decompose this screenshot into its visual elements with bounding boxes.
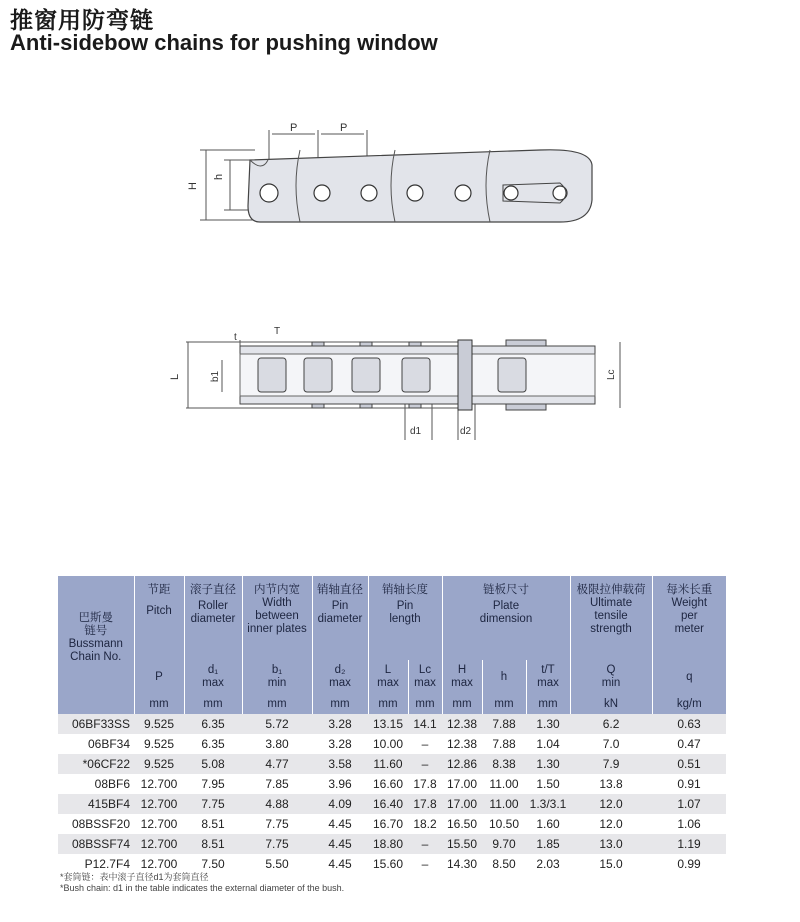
label-T: T [274,326,281,337]
table-cell: 12.700 [134,774,184,794]
table-cell: 7.75 [184,794,242,814]
table-cell: 1.85 [526,834,570,854]
cell-chain-no: 08BSSF20 [58,814,134,834]
th-pin-dia: 销轴直径 Pin diameter [312,576,368,660]
th-unit: mm [184,694,242,714]
table-cell: 13.0 [570,834,652,854]
table-cell: 8.51 [184,814,242,834]
table-cell: 1.19 [652,834,726,854]
table-cell: 9.525 [134,754,184,774]
th-symbol: L max [368,660,408,694]
page-title-en: Anti-sidebow chains for pushing window [10,30,438,55]
table-cell: 15.0 [570,854,652,874]
table-cell: 4.45 [312,834,368,854]
th-unit: mm [482,694,526,714]
label-b1: b1 [210,370,221,382]
spec-table [58,576,726,874]
table-row [58,814,726,834]
table-cell: – [408,754,442,774]
table-row [58,774,726,794]
table-cell: 2.03 [526,854,570,874]
table-cell: 1.30 [526,714,570,734]
table-cell: 3.28 [312,734,368,754]
table-cell: 9.70 [482,834,526,854]
table-cell: 5.50 [242,854,312,874]
page-title-cn: 推窗用防弯链 [10,7,154,33]
cell-chain-no: 08BF6 [58,774,134,794]
th-unit: mm [312,694,368,714]
table-cell: 0.51 [652,754,726,774]
label-d2: d2 [460,426,472,437]
table-cell: 7.75 [242,814,312,834]
table-cell: 7.88 [482,714,526,734]
cell-chain-no: 415BF4 [58,794,134,814]
table-cell: 1.07 [652,794,726,814]
th-symbol: h [482,660,526,694]
th-pin-len: 销轴长度 Pin length [368,576,442,660]
table-cell: 16.70 [368,814,408,834]
table-cell: 8.38 [482,754,526,774]
label-H: H [187,182,199,190]
cell-chain-no: P12.7F4 [58,854,134,874]
table-cell: 16.50 [442,814,482,834]
table-cell: 7.85 [242,774,312,794]
table-cell: 6.35 [184,714,242,734]
table-cell: – [408,854,442,874]
th-symbol: P [134,660,184,694]
th-symbol: t/T max [526,660,570,694]
table-cell: 7.9 [570,754,652,774]
table-cell: 15.60 [368,854,408,874]
th-weight: 每米长重 Weight per meter [652,576,726,660]
table-cell: 13.8 [570,774,652,794]
table-cell: 14.30 [442,854,482,874]
label-h: h [213,173,225,180]
th-pitch: 节距 Pitch [134,576,184,660]
table-cell: 1.50 [526,774,570,794]
table-cell: 3.96 [312,774,368,794]
table-cell: 4.88 [242,794,312,814]
table-cell: 3.80 [242,734,312,754]
table-row [58,834,726,854]
table-cell: 17.00 [442,794,482,814]
footnote-en: *Bush chain: d1 in the table indicates the external diameter of the bush. [60,883,345,893]
cell-chain-no: *06CF22 [58,754,134,774]
th-symbol: Lc max [408,660,442,694]
table-cell: 15.50 [442,834,482,854]
th-roller: 滚子直径 Roller diameter [184,576,242,660]
table-cell: 8.50 [482,854,526,874]
table-cell: 13.15 [368,714,408,734]
table-cell: 12.38 [442,734,482,754]
th-symbol: d₁ max [184,660,242,694]
table-cell: 11.00 [482,794,526,814]
th-unit: kg/m [652,694,726,714]
th-symbol: d₂ max [312,660,368,694]
table-cell: 12.700 [134,854,184,874]
footnote-cn: *套筒链：表中滚子直径d1为套筒直径 [60,872,209,882]
table-cell: 1.06 [652,814,726,834]
table-cell: 12.0 [570,794,652,814]
label-d1: d1 [410,426,422,437]
table-cell: 6.2 [570,714,652,734]
th-unit: mm [368,694,408,714]
table-cell: 0.91 [652,774,726,794]
table-cell: 12.700 [134,814,184,834]
table-cell: 1.3/3.1 [526,794,570,814]
table-cell: 12.38 [442,714,482,734]
cell-chain-no: 06BF34 [58,734,134,754]
table-row [58,754,726,774]
symbol-row [58,660,726,694]
table-cell: 12.700 [134,794,184,814]
spec-body [58,714,726,874]
label-t: t [234,332,237,343]
th-symbol: q [652,660,726,694]
th-width: 内节内宽 Width between inner plates [242,576,312,660]
table-cell: 7.95 [184,774,242,794]
table-cell: 4.45 [312,814,368,834]
th-symbol: H max [442,660,482,694]
table-cell: 14.1 [408,714,442,734]
th-unit: mm [134,694,184,714]
table-cell: – [408,734,442,754]
table-cell: 3.58 [312,754,368,774]
label-Lc: Lc [606,369,617,380]
table-cell: 17.8 [408,774,442,794]
table-cell: 4.77 [242,754,312,774]
table-cell: 18.80 [368,834,408,854]
th-chain-no: 巴斯曼 链号 Bussmann Chain No. [58,576,134,714]
table-cell: 11.00 [482,774,526,794]
unit-row [58,694,726,714]
table-row [58,714,726,734]
table-cell: 1.60 [526,814,570,834]
table-row [58,794,726,814]
table-cell: 17.8 [408,794,442,814]
table-cell: 10.50 [482,814,526,834]
label-P1: P [290,122,298,134]
table-cell: 5.72 [242,714,312,734]
table-cell: – [408,834,442,854]
th-unit: mm [442,694,482,714]
table-cell: 7.88 [482,734,526,754]
cell-chain-no: 06BF33SS [58,714,134,734]
cell-chain-no: 08BSSF74 [58,834,134,854]
table-cell: 7.75 [242,834,312,854]
table-cell: 16.60 [368,774,408,794]
th-unit: mm [242,694,312,714]
table-cell: 6.35 [184,734,242,754]
label-L: L [169,373,181,380]
table-cell: 16.40 [368,794,408,814]
table-cell: 0.63 [652,714,726,734]
table-cell: 12.0 [570,814,652,834]
table-cell: 1.04 [526,734,570,754]
table-cell: 7.50 [184,854,242,874]
table-cell: 0.99 [652,854,726,874]
label-P2: P [340,122,348,134]
table-cell: 7.0 [570,734,652,754]
table-cell: 4.09 [312,794,368,814]
th-plate: 链板尺寸 Plate dimension [442,576,570,660]
table-cell: 0.47 [652,734,726,754]
table-row [58,734,726,754]
table-cell: 18.2 [408,814,442,834]
th-unit: mm [408,694,442,714]
th-unit: kN [570,694,652,714]
table-cell: 8.51 [184,834,242,854]
table-cell: 12.700 [134,834,184,854]
table-cell: 17.00 [442,774,482,794]
table-cell: 9.525 [134,714,184,734]
th-unit: mm [526,694,570,714]
table-cell: 10.00 [368,734,408,754]
table-cell: 1.30 [526,754,570,774]
table-cell: 3.28 [312,714,368,734]
table-cell: 12.86 [442,754,482,774]
table-cell: 9.525 [134,734,184,754]
th-tensile: 极限拉伸载荷 Ultimate tensile strength [570,576,652,660]
table-cell: 5.08 [184,754,242,774]
table-cell: 11.60 [368,754,408,774]
table-cell: 4.45 [312,854,368,874]
th-symbol: Q min [570,660,652,694]
th-symbol: b₁ min [242,660,312,694]
